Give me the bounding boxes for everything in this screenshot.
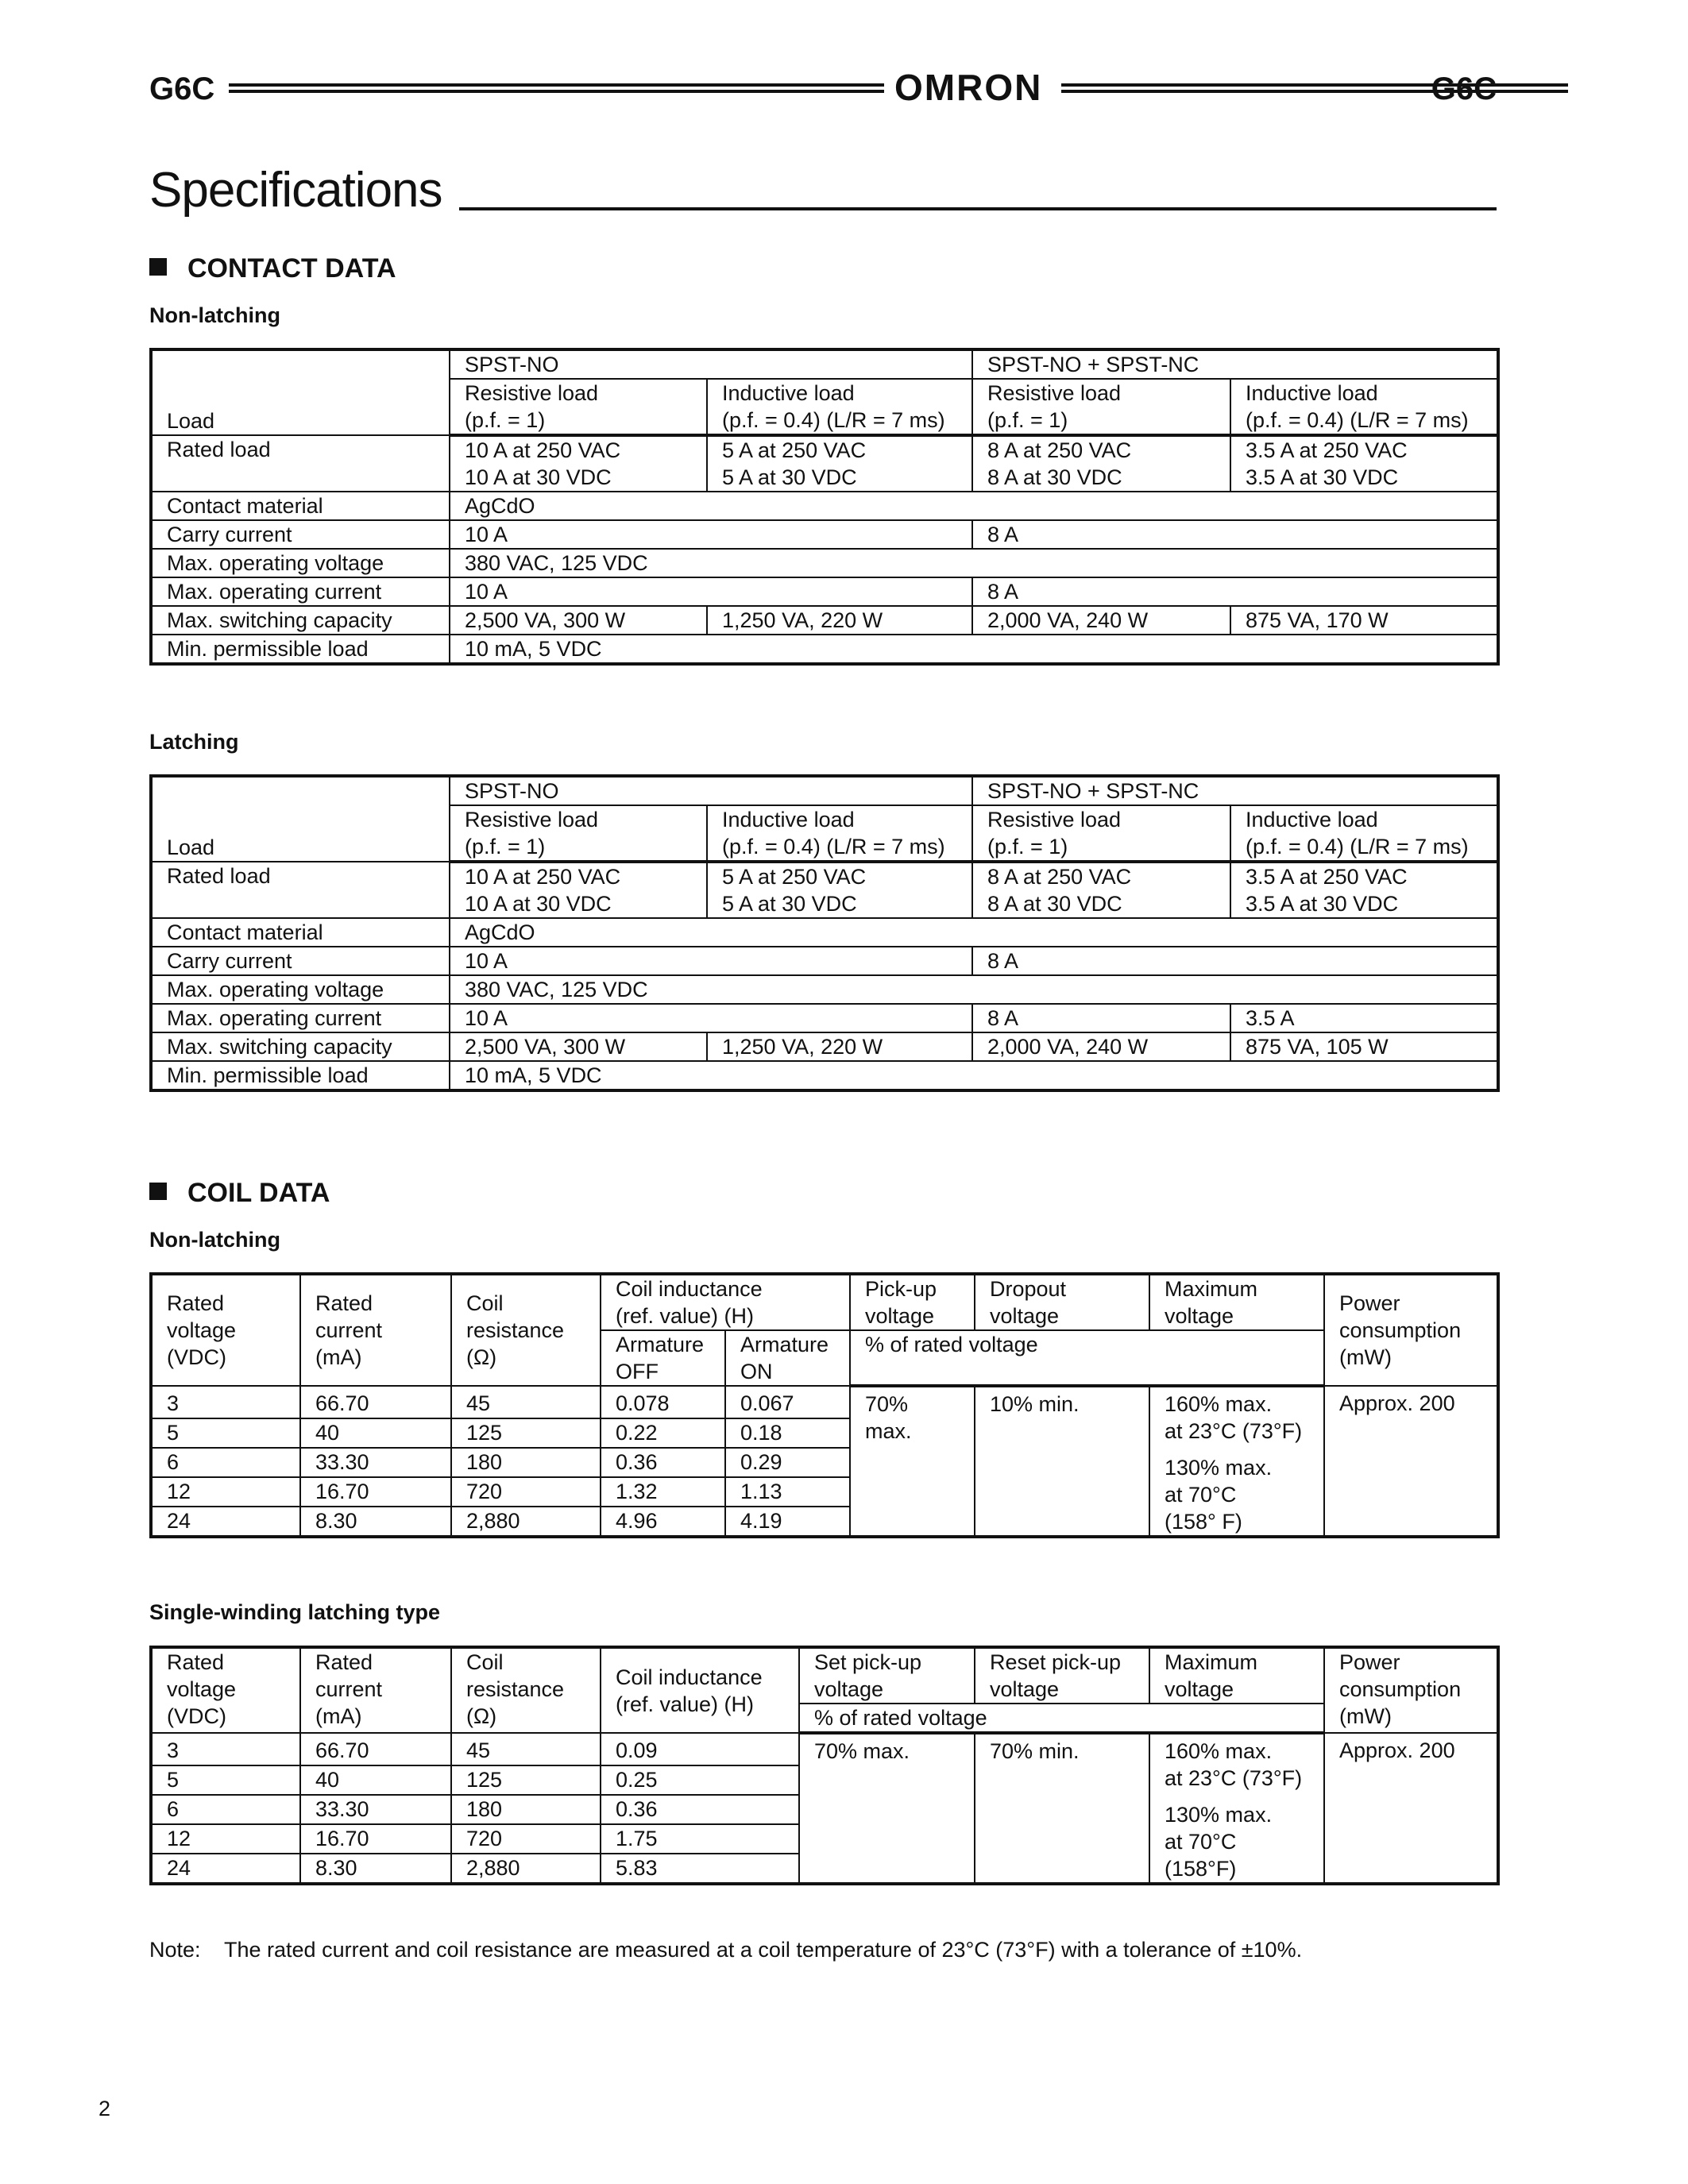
table-cell: 125 xyxy=(451,1765,601,1795)
table-cell: 0.18 xyxy=(725,1418,850,1448)
table-row xyxy=(151,492,1498,520)
contact-data-heading: CONTACT DATA xyxy=(149,253,396,284)
table-cell: 6 xyxy=(151,1795,300,1824)
table-cell: 12 xyxy=(151,1824,300,1854)
coil-inductance-header: Coil inductance (ref. value) (H) xyxy=(601,1647,799,1733)
table-cell: 720 xyxy=(451,1824,601,1854)
table-cell: 45 xyxy=(451,1733,601,1765)
table-cell: 10 A xyxy=(450,520,972,549)
model-name-left: G6C xyxy=(149,71,215,106)
table-cell: 16.70 xyxy=(300,1477,451,1507)
reset-pickup-header: Reset pick-up voltage xyxy=(975,1647,1149,1704)
rated-current-header: Rated current (mA) xyxy=(300,1647,451,1733)
table-cell: 3.5 A xyxy=(1230,1004,1498,1032)
table-cell: 3 xyxy=(151,1733,300,1765)
coil-nonlatching-table xyxy=(149,1272,1500,1538)
table-cell: 720 xyxy=(451,1477,601,1507)
table-cell: 1.32 xyxy=(601,1477,725,1507)
row-label: Carry current xyxy=(151,947,450,975)
armature-off-header: Armature OFF xyxy=(601,1330,725,1386)
table-cell: 8.30 xyxy=(300,1507,451,1537)
table-cell: 380 VAC, 125 VDC xyxy=(450,975,1498,1004)
dropout-header: Dropout voltage xyxy=(975,1274,1149,1330)
table-row xyxy=(151,1274,1498,1330)
resistive-header: Resistive load (p.f. = 1) xyxy=(972,379,1230,435)
power-header: Power consumption (mW) xyxy=(1324,1274,1498,1386)
footnote xyxy=(149,1936,1302,1963)
inductive-header: Inductive load (p.f. = 0.4) (L/R = 7 ms) xyxy=(707,379,972,435)
table-cell: 5 A at 250 VAC 5 A at 30 VDC xyxy=(707,435,972,492)
table-cell: 0.22 xyxy=(601,1418,725,1448)
note-text: The rated current and coil resistance are measured at a coil temperature of 23°C (73°F) with a tolerance of ±10%. xyxy=(224,1938,1303,1962)
row-label: Max. switching capacity xyxy=(151,606,450,635)
set-pickup-value: 70% max. xyxy=(799,1733,975,1884)
table-cell: 125 xyxy=(451,1418,601,1448)
table-cell: 0.29 xyxy=(725,1448,850,1477)
table-cell: 5 xyxy=(151,1765,300,1795)
table-cell: 0.36 xyxy=(601,1795,799,1824)
table-row xyxy=(151,1032,1498,1061)
pct-rated-voltage-header: % of rated voltage xyxy=(850,1330,1324,1386)
table-row xyxy=(151,1386,1498,1418)
resistive-header: Resistive load (p.f. = 1) xyxy=(450,379,707,435)
table-cell: 8 A at 250 VAC 8 A at 30 VDC xyxy=(972,435,1230,492)
table-cell: 2,000 VA, 240 W xyxy=(972,606,1230,635)
power-value: Approx. 200 xyxy=(1324,1733,1498,1884)
rated-current-header: Rated current (mA) xyxy=(300,1274,451,1386)
table-cell: 1.75 xyxy=(601,1824,799,1854)
contact-nonlatching-table xyxy=(149,348,1500,666)
table-row xyxy=(151,520,1498,549)
coil-data-heading: COIL DATA xyxy=(149,1177,330,1209)
row-label: Max. operating current xyxy=(151,1004,450,1032)
row-label: Min. permissible load xyxy=(151,635,450,664)
page-number: 2 xyxy=(98,2097,111,2120)
table-cell: 380 VAC, 125 VDC xyxy=(450,549,1498,577)
inductive-header: Inductive load (p.f. = 0.4) (L/R = 7 ms) xyxy=(1230,805,1498,862)
table-cell: 10 A at 250 VAC 10 A at 30 VDC xyxy=(450,435,707,492)
contact-nonlatching-title: Non-latching xyxy=(149,303,280,327)
table-cell: 8 A xyxy=(972,520,1498,549)
coil-single-winding-table xyxy=(149,1646,1500,1885)
square-bullet-icon xyxy=(149,258,167,276)
table-cell: 875 VA, 105 W xyxy=(1230,1032,1498,1061)
load-header: Load xyxy=(151,776,450,862)
table-row xyxy=(151,975,1498,1004)
table-cell: 2,880 xyxy=(451,1854,601,1884)
table-cell: 10 mA, 5 VDC xyxy=(450,1061,1498,1090)
maximum-value: 160% max. at 23°C (73°F) 130% max. at 70°C (158°F) xyxy=(1149,1733,1324,1884)
pickup-value: 70% max. xyxy=(850,1386,975,1537)
coil-nonlatching-title: Non-latching xyxy=(149,1228,280,1252)
power-header: Power consumption (mW) xyxy=(1324,1647,1498,1733)
coil-resistance-header: Coil resistance (Ω) xyxy=(451,1274,601,1386)
table-row xyxy=(151,918,1498,947)
table-cell: 8 A at 250 VAC 8 A at 30 VDC xyxy=(972,862,1230,918)
spst-no-header: SPST-NO xyxy=(450,349,972,379)
table-cell: 3.5 A at 250 VAC 3.5 A at 30 VDC xyxy=(1230,862,1498,918)
table-cell: 24 xyxy=(151,1507,300,1537)
table-cell: 45 xyxy=(451,1386,601,1418)
coil-single-winding-title: Single-winding latching type xyxy=(149,1600,441,1624)
row-label: Max. switching capacity xyxy=(151,1032,450,1061)
table-row xyxy=(151,577,1498,606)
table-cell: 10 A at 250 VAC 10 A at 30 VDC xyxy=(450,862,707,918)
table-cell: 16.70 xyxy=(300,1824,451,1854)
table-row xyxy=(151,862,1498,918)
table-cell: 3 xyxy=(151,1386,300,1418)
table-row xyxy=(151,776,1498,805)
table-cell: 0.36 xyxy=(601,1448,725,1477)
table-cell: 6 xyxy=(151,1448,300,1477)
title-rule xyxy=(459,207,1497,210)
table-cell: 5 A at 250 VAC 5 A at 30 VDC xyxy=(707,862,972,918)
row-label: Max. operating current xyxy=(151,577,450,606)
row-label: Rated load xyxy=(151,435,450,492)
header-rule-left xyxy=(229,83,884,93)
table-cell: 40 xyxy=(300,1765,451,1795)
square-bullet-icon xyxy=(149,1183,167,1200)
row-label: Max. operating voltage xyxy=(151,975,450,1004)
table-cell: 40 xyxy=(300,1418,451,1448)
table-row xyxy=(151,606,1498,635)
row-label: Carry current xyxy=(151,520,450,549)
pickup-header: Pick-up voltage xyxy=(850,1274,975,1330)
table-cell: 66.70 xyxy=(300,1733,451,1765)
table-cell: 1,250 VA, 220 W xyxy=(707,1032,972,1061)
table-cell: 8.30 xyxy=(300,1854,451,1884)
table-row xyxy=(151,1647,1498,1704)
page-title-block xyxy=(149,163,1497,218)
table-row xyxy=(151,947,1498,975)
table-cell: 8 A xyxy=(972,947,1498,975)
reset-pickup-value: 70% min. xyxy=(975,1733,1149,1884)
table-cell: 10 A xyxy=(450,947,972,975)
spst-no-header: SPST-NO xyxy=(450,776,972,805)
table-cell: 12 xyxy=(151,1477,300,1507)
table-cell: 8 A xyxy=(972,577,1498,606)
coil-inductance-header: Coil inductance (ref. value) (H) xyxy=(601,1274,850,1330)
table-row xyxy=(151,435,1498,492)
inductive-header: Inductive load (p.f. = 0.4) (L/R = 7 ms) xyxy=(1230,379,1498,435)
coil-resistance-header: Coil resistance (Ω) xyxy=(451,1647,601,1733)
table-row xyxy=(151,1733,1498,1765)
table-cell: 10 A xyxy=(450,577,972,606)
table-cell: 0.078 xyxy=(601,1386,725,1418)
table-cell: 24 xyxy=(151,1854,300,1884)
row-label: Contact material xyxy=(151,492,450,520)
table-cell: AgCdO xyxy=(450,492,1498,520)
table-row xyxy=(151,549,1498,577)
maximum-value: 160% max. at 23°C (73°F) 130% max. at 70°C (158° F) xyxy=(1149,1386,1324,1537)
table-cell: 1,250 VA, 220 W xyxy=(707,606,972,635)
set-pickup-header: Set pick-up voltage xyxy=(799,1647,975,1704)
table-row xyxy=(151,1061,1498,1090)
page-title: Specifications xyxy=(149,163,442,218)
page-header xyxy=(149,65,1497,113)
armature-on-header: Armature ON xyxy=(725,1330,850,1386)
table-row xyxy=(151,349,1498,379)
power-value: Approx. 200 xyxy=(1324,1386,1498,1537)
row-label: Max. operating voltage xyxy=(151,549,450,577)
table-cell: 33.30 xyxy=(300,1448,451,1477)
row-label: Contact material xyxy=(151,918,450,947)
table-row xyxy=(151,635,1498,664)
table-cell: 33.30 xyxy=(300,1795,451,1824)
maximum-header: Maximum voltage xyxy=(1149,1274,1324,1330)
table-cell: 1.13 xyxy=(725,1477,850,1507)
table-cell: 5.83 xyxy=(601,1854,799,1884)
spst-no-nc-header: SPST-NO + SPST-NC xyxy=(972,776,1498,805)
table-cell: 2,500 VA, 300 W xyxy=(450,1032,707,1061)
row-label: Rated load xyxy=(151,862,450,918)
contact-latching-title: Latching xyxy=(149,730,239,754)
table-cell: 0.067 xyxy=(725,1386,850,1418)
spst-no-nc-header: SPST-NO + SPST-NC xyxy=(972,349,1498,379)
inductive-header: Inductive load (p.f. = 0.4) (L/R = 7 ms) xyxy=(707,805,972,862)
row-label: Min. permissible load xyxy=(151,1061,450,1090)
table-cell: 180 xyxy=(451,1448,601,1477)
load-header: Load xyxy=(151,349,450,435)
pct-rated-voltage-header: % of rated voltage xyxy=(799,1704,1324,1733)
table-cell: 2,500 VA, 300 W xyxy=(450,606,707,635)
table-cell: 2,880 xyxy=(451,1507,601,1537)
table-cell: 875 VA, 170 W xyxy=(1230,606,1498,635)
table-cell: 5 xyxy=(151,1418,300,1448)
model-name-right: G6C xyxy=(1431,71,1497,106)
brand-logo: OMRON xyxy=(894,67,1043,108)
contact-latching-table xyxy=(149,774,1500,1092)
note-label: Note: xyxy=(149,1938,201,1962)
rated-voltage-header: Rated voltage (VDC) xyxy=(151,1274,300,1386)
table-cell: 3.5 A at 250 VAC 3.5 A at 30 VDC xyxy=(1230,435,1498,492)
dropout-value: 10% min. xyxy=(975,1386,1149,1537)
resistive-header: Resistive load (p.f. = 1) xyxy=(450,805,707,862)
maximum-header: Maximum voltage xyxy=(1149,1647,1324,1704)
table-cell: 0.25 xyxy=(601,1765,799,1795)
table-cell: 180 xyxy=(451,1795,601,1824)
table-cell: 0.09 xyxy=(601,1733,799,1765)
table-cell: 4.19 xyxy=(725,1507,850,1537)
table-row xyxy=(151,1004,1498,1032)
table-cell: 4.96 xyxy=(601,1507,725,1537)
rated-voltage-header: Rated voltage (VDC) xyxy=(151,1647,300,1733)
table-cell: 2,000 VA, 240 W xyxy=(972,1032,1230,1061)
table-cell: 10 A xyxy=(450,1004,972,1032)
table-cell: 66.70 xyxy=(300,1386,451,1418)
table-cell: 10 mA, 5 VDC xyxy=(450,635,1498,664)
resistive-header: Resistive load (p.f. = 1) xyxy=(972,805,1230,862)
table-cell: AgCdO xyxy=(450,918,1498,947)
table-cell: 8 A xyxy=(972,1004,1230,1032)
